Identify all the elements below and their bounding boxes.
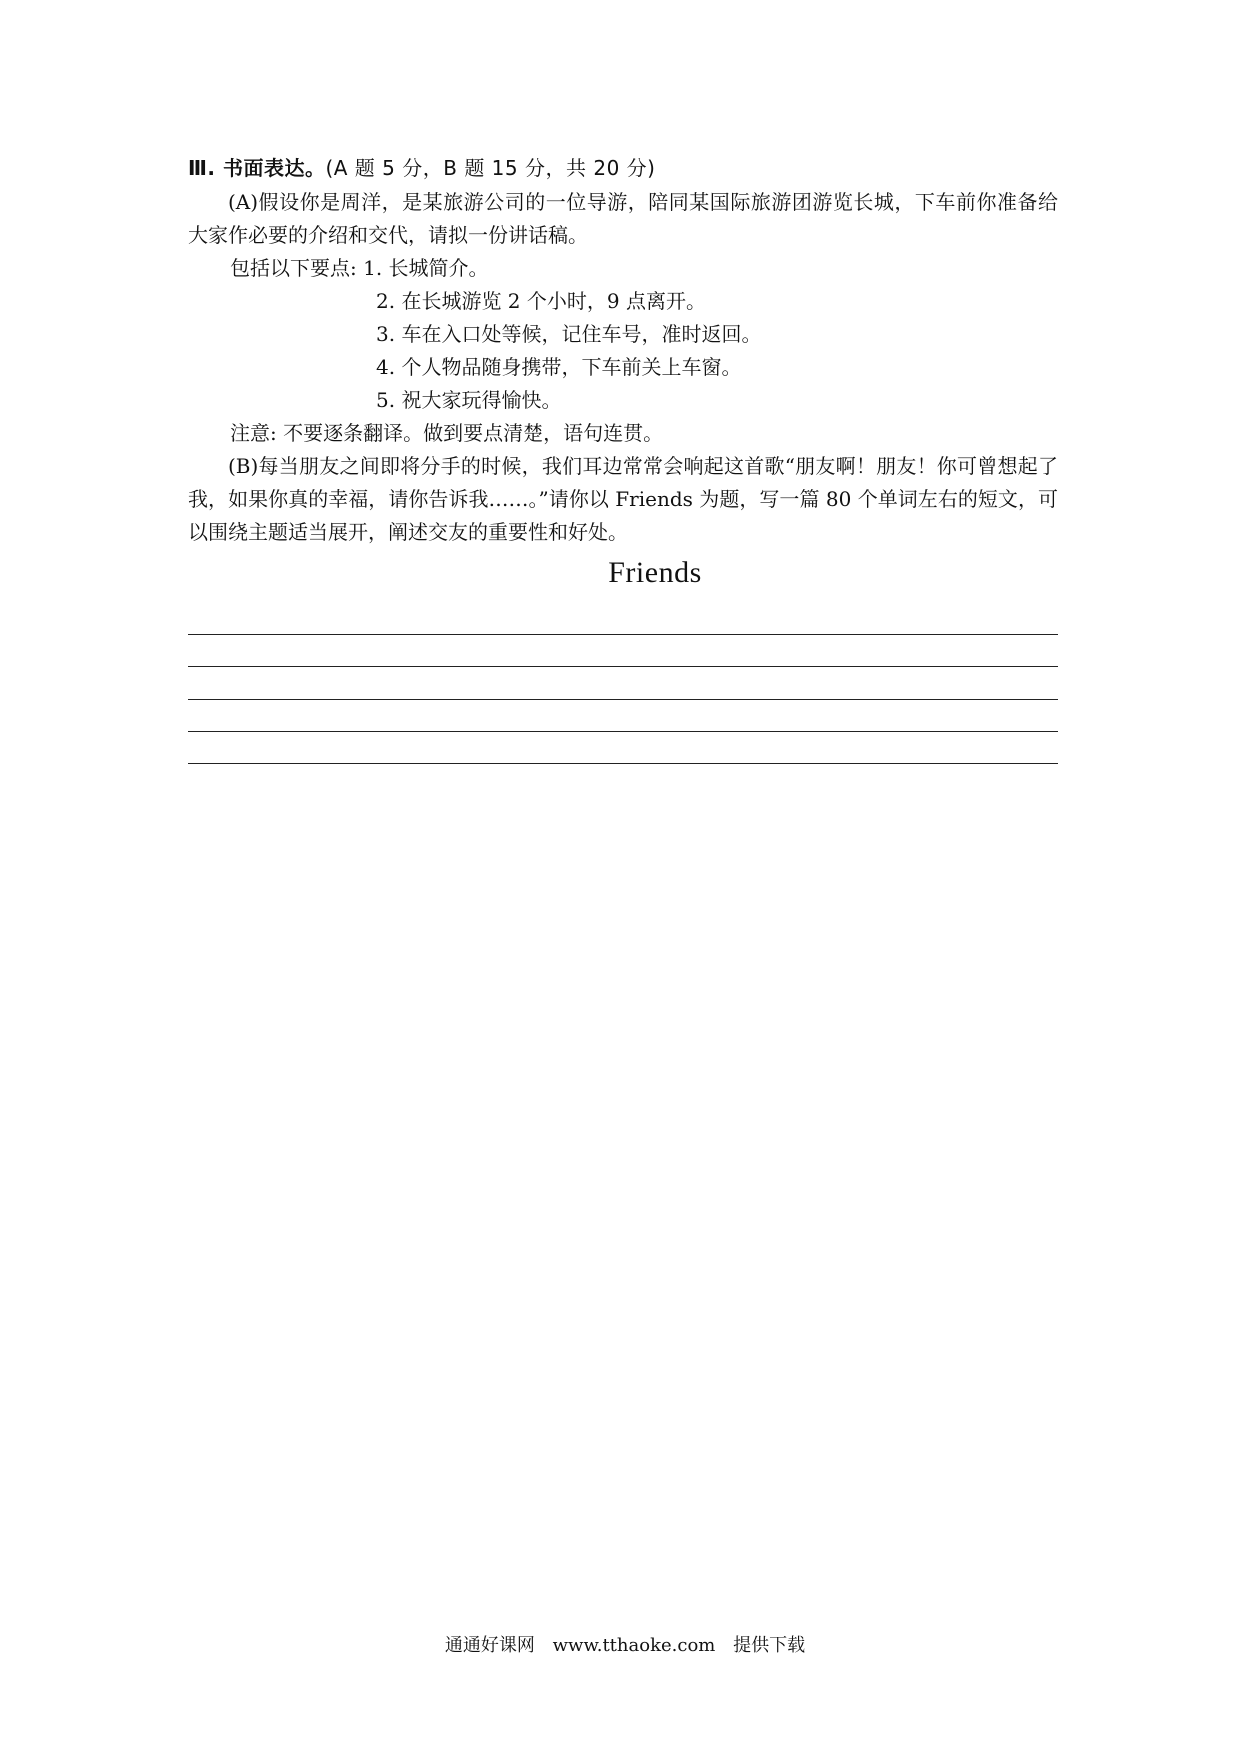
essay-title-text: Friends <box>608 556 702 589</box>
writing-line[interactable] <box>188 666 1058 667</box>
footer-site-name: 通通好课网 <box>444 1635 535 1656</box>
task-a-note: 注意: 不要逐条翻译。做到要点清楚，语句连贯。 <box>230 421 664 445</box>
writing-line[interactable] <box>188 731 1058 732</box>
requirement-item: 4. 个人物品随身携带，下车前关上车窗。 <box>376 355 742 379</box>
section-heading <box>188 152 655 181</box>
essay-title <box>0 556 1240 590</box>
section-title: Ⅲ. 书面表达。 <box>188 156 326 180</box>
requirements-intro: 包括以下要点: 1. 长城简介。 <box>230 256 489 280</box>
requirement-item: 3. 车在入口处等候，记住车号，准时返回。 <box>376 322 762 346</box>
requirement-item: 5. 祝大家玩得愉快。 <box>376 388 562 412</box>
task-b-prompt: (B)每当朋友之间即将分手的时候，我们耳边常常会响起这首歌“朋友啊！朋友！你可曾想起了我，如果你真的幸福，请你告诉我……。”请你以 Friends 为题，写一篇 80 个单词左右的短文，可以围绕主题适当展开，阐述交友的重要性和好处。 <box>188 454 1058 544</box>
requirement-item: 2. 在长城游览 2 个小时，9 点离开。 <box>376 289 706 313</box>
writing-line[interactable] <box>188 763 1058 764</box>
writing-line[interactable] <box>188 634 1058 635</box>
footer-url[interactable]: www.tthaoke.com <box>552 1635 716 1656</box>
writing-line[interactable] <box>188 699 1058 700</box>
section-score: (A 题 5 分，B 题 15 分，共 20 分) <box>325 156 656 180</box>
page-footer <box>0 1631 1240 1657</box>
footer-suffix: 提供下载 <box>733 1635 806 1656</box>
task-a-prompt: (A)假设你是周洋，是某旅游公司的一位导游，陪同某国际旅游团游览长城，下车前你准备给大家作必要的介绍和交代，请拟一份讲话稿。 <box>188 190 1058 247</box>
